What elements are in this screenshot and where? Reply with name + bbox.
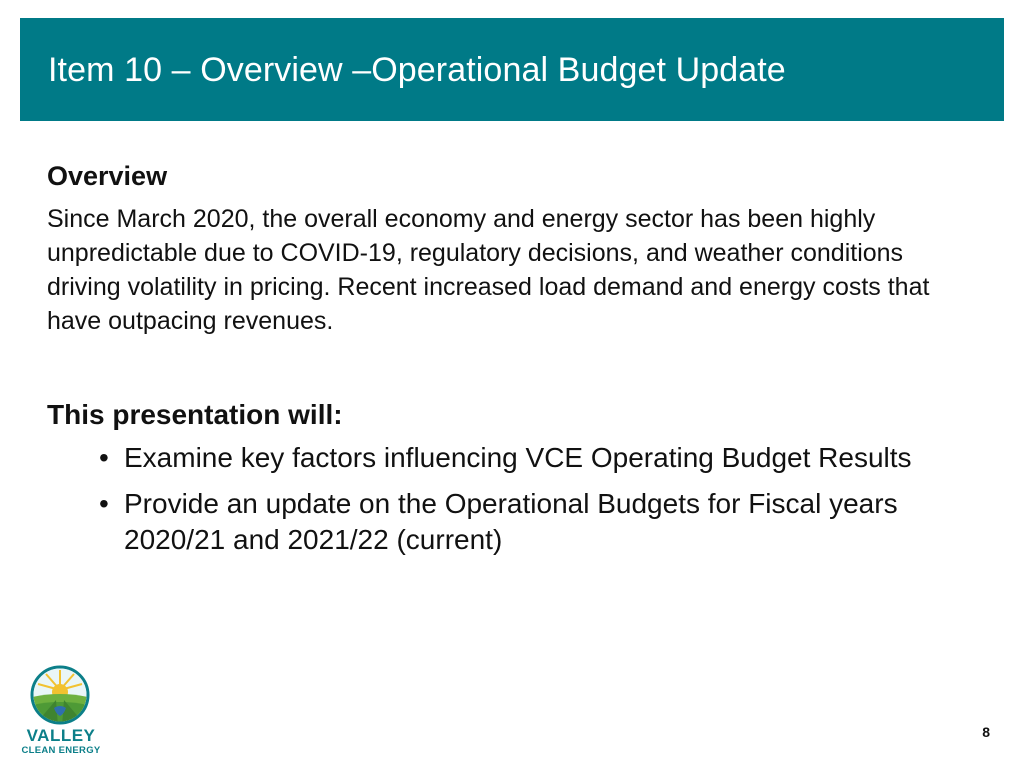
sun-fields-logo-icon (28, 664, 92, 726)
bullet-list (47, 440, 947, 558)
bullet-text: Examine key factors influencing VCE Operating Budget Results (124, 442, 912, 473)
overview-heading: Overview (47, 161, 168, 191)
slide-content (47, 160, 947, 568)
overview-paragraph: Since March 2020, the overall economy and energy sector has been highly unpredictable due to COVID-19, regulatory decisions, and weather conditions driving volatility in pricing. Recent increased load demand and energy costs that have outpacing revenues. (47, 205, 930, 335)
slide-title: Item 10 – Overview –Operational Budget Update (48, 51, 786, 89)
logo-wordmark-valley: VALLEY (26, 726, 96, 745)
list-item (47, 440, 924, 476)
bullet-dot-icon: • (99, 442, 109, 473)
title-bar (20, 18, 1004, 121)
page-number: 8 (982, 724, 990, 740)
presentation-heading: This presentation will: (47, 399, 343, 430)
logo-wordmark-clean-energy: CLEAN ENERGY (21, 745, 101, 756)
bullet-text: Provide an update on the Operational Budgets for Fiscal years 2020/21 and 2021/22 (current) (124, 488, 898, 555)
bullet-dot-icon: • (99, 488, 109, 519)
company-logo (18, 664, 104, 760)
list-item (47, 486, 924, 558)
